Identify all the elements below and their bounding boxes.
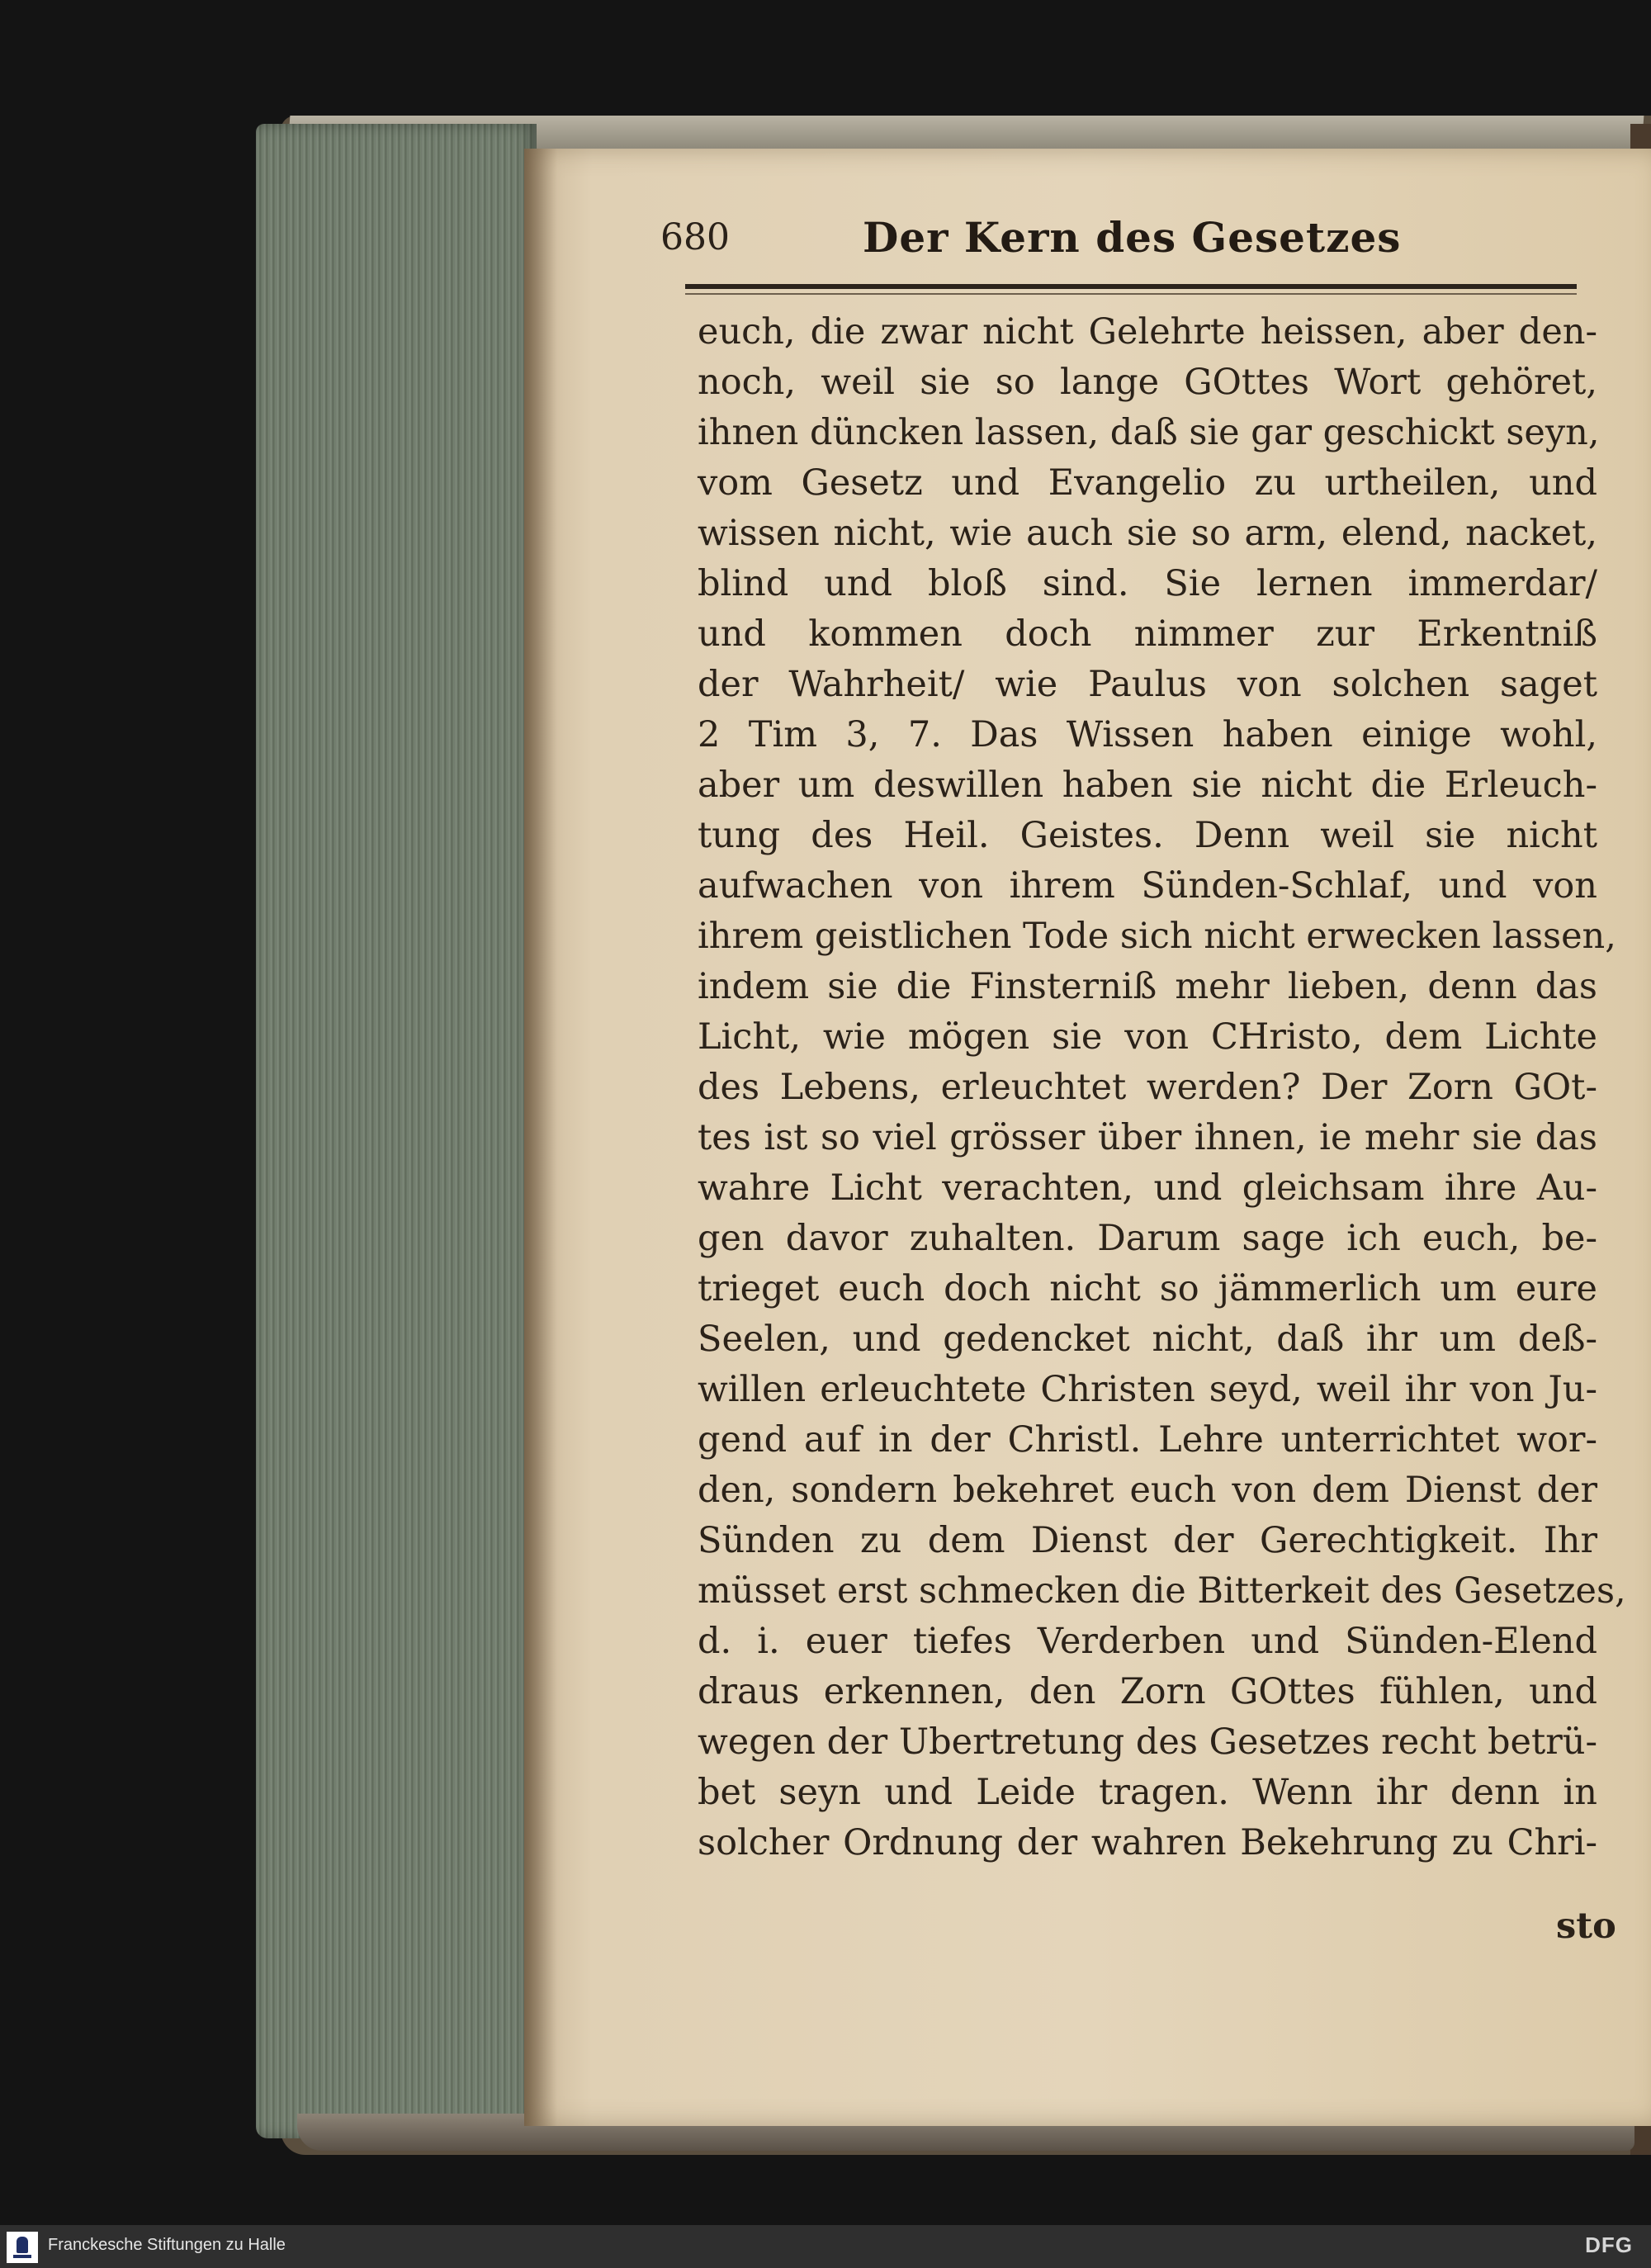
text-line: Sünden zu dem Dienst der Gerechtigkeit. Ihr xyxy=(698,1520,1597,1561)
text-line: wegen der Ubertretung des Gesetzes recht betrü- xyxy=(698,1721,1597,1763)
text-line: bet seyn und Leide tragen. Wenn ihr denn in xyxy=(698,1772,1597,1813)
text-line: den, sondern bekehret euch von dem Dienst der xyxy=(698,1470,1597,1511)
running-head xyxy=(660,213,1601,274)
institution-name[interactable]: Franckesche Stiftungen zu Halle xyxy=(48,2236,286,2254)
text-line: müsset erst schmecken die Bitterkeit des Gesetzes, xyxy=(698,1570,1626,1612)
text-line: gen davor zuhalten. Darum sage ich euch, be- xyxy=(698,1218,1597,1259)
viewer-footer xyxy=(0,2225,1651,2268)
text-line: aufwachen von ihrem Sünden-Schlaf, und von xyxy=(698,865,1597,907)
text-line: willen erleuchtete Christen seyd, weil ihr von Ju- xyxy=(698,1369,1597,1410)
text-line: gend auf in der Christl. Lehre unterrichtet wor- xyxy=(698,1419,1597,1461)
text-line: ihrem geistlichen Tode sich nicht erwecken lassen, xyxy=(698,916,1616,957)
text-line: des Lebens, erleuchtet werden? Der Zorn GOt- xyxy=(698,1067,1597,1108)
institution-logo-icon[interactable] xyxy=(7,2232,38,2263)
body-text xyxy=(698,307,1626,1868)
spine-shadow xyxy=(524,149,557,2126)
text-line: solcher Ordnung der wahren Bekehrung zu Chri- xyxy=(698,1822,1597,1863)
text-line: wissen nicht, wie auch sie so arm, elend, nacket, xyxy=(698,513,1597,554)
text-line: der Wahrheit/ wie Paulus von solchen saget xyxy=(698,664,1597,705)
head-rule xyxy=(685,284,1577,289)
text-line: d. i. euer tiefes Verderben und Sünden-Elend xyxy=(698,1621,1597,1662)
text-line: euch, die zwar nicht Gelehrte heissen, aber den- xyxy=(698,311,1597,353)
text-line: aber um deswillen haben sie nicht die Erleuch- xyxy=(698,765,1597,806)
page-stack-edges xyxy=(256,124,537,2138)
text-line: Seelen, und gedencket nicht, daß ihr um deß- xyxy=(698,1319,1597,1360)
text-line: Licht, wie mögen sie von CHristo, dem Lichte xyxy=(698,1016,1597,1058)
text-line: ihnen düncken lassen, daß sie gar geschickt seyn, xyxy=(698,412,1600,453)
dfg-logo[interactable]: DFG xyxy=(1585,2232,1633,2257)
catchword: sto xyxy=(1556,1906,1616,1947)
text-line: trieget euch doch nicht so jämmerlich um eure xyxy=(698,1268,1597,1309)
text-line: draus erkennen, den Zorn GOttes fühlen, und xyxy=(698,1671,1597,1712)
text-line: tes ist so viel grösser über ihnen, ie mehr sie das xyxy=(698,1117,1597,1158)
text-line: vom Gesetz und Evangelio zu urtheilen, und xyxy=(698,462,1597,504)
text-line: blind und bloß sind. Sie lernen immerdar/ xyxy=(698,563,1597,604)
text-line: und kommen doch nimmer zur Erkentniß xyxy=(698,613,1597,655)
head-rule-thin xyxy=(685,293,1577,295)
text-line: indem sie die Finsterniß mehr lieben, denn das xyxy=(698,966,1597,1007)
page-number: 680 xyxy=(660,216,730,258)
text-line: tung des Heil. Geistes. Denn weil sie nicht xyxy=(698,815,1597,856)
text-line: noch, weil sie so lange GOttes Wort gehöret, xyxy=(698,362,1597,403)
running-title: Der Kern des Gesetzes xyxy=(863,213,1402,262)
text-line: 2 Tim 3, 7. Das Wissen haben einige wohl, xyxy=(698,714,1597,755)
text-line: wahre Licht verachten, und gleichsam ihre Au- xyxy=(698,1167,1597,1209)
